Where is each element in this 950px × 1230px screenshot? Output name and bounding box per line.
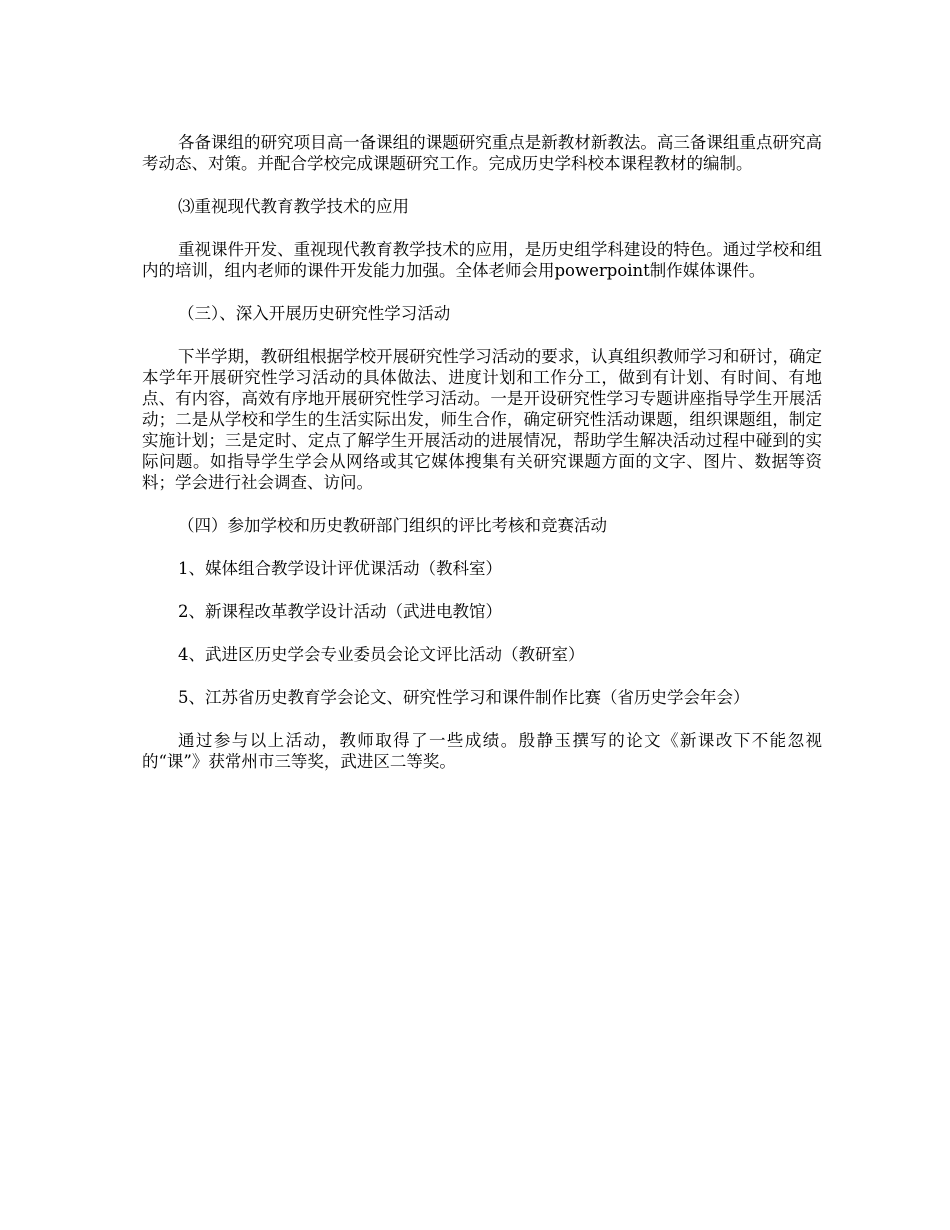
section-heading-competitions: （四）参加学校和历史教研部门组织的评比考核和竞赛活动 (178, 516, 607, 535)
section-heading-research-learning: （三）、深入开展历史研究性学习活动 (178, 304, 451, 323)
paragraph-research-learning: 下半学期，教研组根据学校开展研究性学习活动的要求，认真组织教师学习和研讨，确定本学年开展研究性学习活动的具体做法、进度计划和工作分工，做到有计划、有时间、有地点、有内容，高效有序地开展研究性学习活动。一是开设研究性学习专题讲座指导学生开展活动；二是从学校和学生的生活实际出发，师生合作，确定研究性活动课题，组织课题组，制定实施计划；三是定时、定点了解学生开展活动的进展情况，帮助学生解决活动过程中碰到的实际问题。如指导学生学会从网络或其它媒体搜集有关研究课题方面的文字、图片、数据等资料；学会进行社会调查、访问。 (142, 347, 822, 492)
paragraph-courseware: 重视课件开发、重视现代教育教学技术的应用，是历史组学科建设的特色。通过学校和组内的培训，组内老师的课件开发能力加强。全体老师会用powerpoint制作媒体课件。 (142, 240, 822, 280)
paragraph-achievements: 通过参与以上活动，教师取得了一些成绩。殷静玉撰写的论文《新课改下不能忽视的“课”》获常州市三等奖，武进区二等奖。 (142, 731, 822, 771)
list-item-competition-2: 2、新课程改革教学设计活动（武进电教馆） (178, 602, 502, 621)
paragraph-research-projects: 各备课组的研究项目高一备课组的课题研究重点是新教材新教法。高三备课组重点研究高考动态、对策。并配合学校完成课题研究工作。完成历史学科校本课程教材的编制。 (142, 133, 822, 173)
list-item-competition-4: 4、武进区历史学会专业委员会论文评比活动（教研室） (178, 645, 585, 664)
document-body (142, 132, 822, 794)
list-item-competition-1: 1、媒体组合教学设计评优课活动（教科室） (178, 559, 502, 578)
section-heading-technology: ⑶重视现代教育教学技术的应用 (178, 197, 409, 216)
list-item-competition-5: 5、江苏省历史教育学会论文、研究性学习和课件制作比赛（省历史学会年会） (178, 688, 750, 707)
